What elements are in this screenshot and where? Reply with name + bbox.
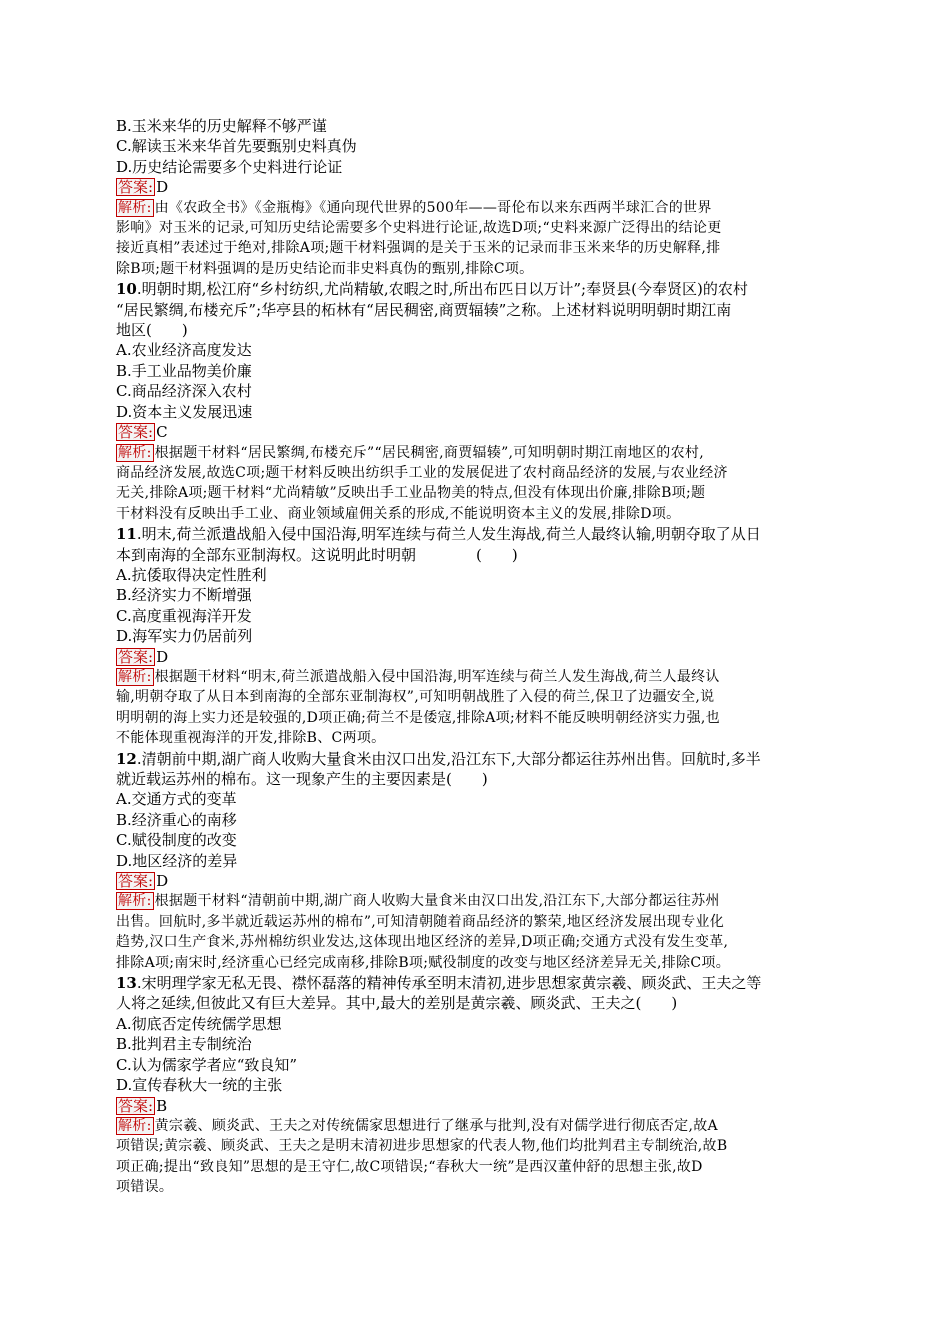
explanation-line — [116, 483, 836, 503]
explanation-line — [116, 667, 836, 687]
explanation-text: 干材料没有反映出手工业、商业领域雇佣关系的形成,不能说明资本主义的发展,排除D项。 — [116, 505, 681, 522]
answer-value: D — [156, 178, 169, 197]
explanation-line — [116, 218, 836, 238]
explanation-line — [116, 1116, 836, 1136]
explanation-text: 根据题干材料“居民繁绸,布楼充斥”“居民稠密,商贾辐辏”,可知明朝时期江南地区的农村, — [154, 444, 704, 461]
explanation-text: 商品经济发展,故选C项;题干材料反映出纺织手工业的发展促进了农村商品经济的发展,与农业经济 — [116, 464, 728, 481]
explanation-line — [116, 953, 836, 973]
answer-option: A.抗倭取得决定性胜利 — [116, 565, 267, 584]
explanation-label: 解析: — [118, 893, 152, 910]
question-number: 13 — [116, 974, 137, 993]
question-line — [116, 300, 836, 320]
question-line — [116, 524, 836, 544]
answer-option: A.交通方式的变革 — [116, 790, 237, 809]
explanation-line — [116, 891, 836, 911]
question-line — [116, 973, 836, 993]
explanation-line — [116, 932, 836, 952]
document-page — [116, 116, 836, 1198]
answer-option: C.商品经济深入农村 — [116, 382, 252, 401]
question-text: 就近载运苏州的棉布。这一现象产生的主要因素是( ) — [116, 770, 488, 788]
question-text: .清朝前中期,湖广商人收购大量食米由汉口出发,沿江东下,大部分都运往苏州出售。回航时,多半 — [136, 749, 761, 768]
explanation-text: 排除A项;南宋时,经济重心已经完成南移,排除B项;赋役制度的改变与地区经济差异无关,排除C项。 — [116, 954, 730, 971]
question-text: .明朝时期,松江府“乡村纺织,尤尚精敏,农暇之时,所出布匹日以万计”;奉贤县(今奉贤区)的农村 — [136, 280, 748, 299]
answer-option: C.赋役制度的改变 — [116, 831, 237, 850]
answer-option: D.历史结论需要多个史料进行论证 — [116, 157, 343, 176]
explanation-line — [116, 463, 836, 483]
answer-value: B — [156, 1096, 168, 1115]
explanation-text: 影响》对玉米的记录,可知历史结论需要多个史料进行论证,故选D项;“史料来源广泛得出的结论更 — [116, 220, 722, 237]
answer-option: B.批判君主专制统治 — [116, 1035, 252, 1054]
answer-row — [116, 177, 836, 197]
answer-option: B.玉米来华的历史解释不够严谨 — [116, 117, 327, 135]
explanation-line — [116, 238, 836, 258]
answer-label: 答案: — [118, 647, 154, 666]
explanation-text: 项错误;黄宗羲、顾炎武、王夫之是明末清初进步思想家的代表人物,他们均批判君主专制统治,故B — [116, 1138, 728, 1155]
answer-option: C.解读玉米来华首先要甄别史料真伪 — [116, 137, 357, 156]
explanation-line — [116, 259, 836, 279]
answer-option: C.认为儒家学者应“致良知” — [116, 1055, 298, 1074]
question-number: 12 — [116, 749, 137, 768]
question-number: 10 — [116, 280, 137, 299]
answer-option: D.地区经济的差异 — [116, 851, 238, 870]
question-text: 本到南海的全部东亚制海权。这说明此时明朝 ( ) — [116, 545, 518, 564]
answer-row — [116, 1096, 836, 1116]
answer-label: 答案: — [118, 423, 154, 442]
answer-option: D.资本主义发展迅速 — [116, 402, 253, 421]
answer-option: B.经济重心的南移 — [116, 810, 237, 829]
question-line — [116, 279, 836, 299]
explanation-text: 除B项;题干材料强调的是历史结论而非史料真伪的甄别,排除C项。 — [116, 260, 534, 277]
explanation-text: 明明朝的海上实力还是较强的,D项正确;荷兰不是倭寇,排除A项;材料不能反映明朝经济实力强,也 — [116, 709, 720, 726]
explanation-text: 输,明朝夺取了从日本到南海的全部东亚制海权”,可知明朝战胜了入侵的荷兰,保卫了边疆安全,说 — [116, 689, 715, 706]
answer-label: 答案: — [118, 1096, 154, 1115]
explanation-text: 趋势,汉口生产食米,苏州棉纺织业发达,这体现出地区经济的差异,D项正确;交通方式没有发生变革, — [116, 934, 729, 951]
explanation-text: 黄宗羲、顾炎武、王夫之对传统儒家思想进行了继承与批判,没有对儒学进行彻底否定,故A — [154, 1117, 718, 1134]
question-text: 人将之延续,但彼此又有巨大差异。其中,最大的差别是黄宗羲、顾炎武、王夫之( ) — [116, 994, 678, 1013]
explanation-text: 由《农政全书》《金瓶梅》《通向现代世界的500年——哥伦布以来东西两半球汇合的世界 — [154, 199, 712, 216]
question-line — [116, 749, 836, 769]
answer-option: D.宣传春秋大一统的主张 — [116, 1076, 283, 1095]
explanation-label: 解析: — [118, 199, 152, 216]
explanation-text: 不能体现重视海洋的开发,排除B、C两项。 — [116, 730, 386, 747]
explanation-label: 解析: — [118, 444, 152, 461]
explanation-text: 无关,排除A项;题干材料“尤尚精敏”反映出手工业品物美的特点,但没有体现出价廉,排除B项;题 — [116, 485, 706, 502]
question-text: .明末,荷兰派遣战船入侵中国沿海,明军连续与荷兰人发生海战,荷兰人最终认输,明朝夺取了从日 — [136, 525, 761, 544]
question-line — [116, 769, 836, 789]
explanation-line — [116, 708, 836, 728]
explanation-line — [116, 1136, 836, 1156]
explanation-text: 项正确;提出“致良知”思想的是王守仁,故C项错误;“春秋大一统”是西汉董仲舒的思想主张,故D — [116, 1158, 703, 1175]
explanation-text: 接近真相”表述过于绝对,排除A项;题干材料强调的是关于玉米的记录而非玉米来华的历史解释,排 — [116, 240, 721, 257]
question-text: .宋明理学家无私无畏、襟怀磊落的精神传承至明末清初,进步思想家黄宗羲、顾炎武、王夫之等 — [136, 974, 762, 993]
explanation-text: 出售。回航时,多半就近载运苏州的棉布”,可知清朝随着商品经济的繁荣,地区经济发展出现专业化 — [116, 913, 725, 930]
question-number: 11 — [116, 525, 137, 544]
question-line — [116, 320, 836, 340]
explanation-text: 根据题干材料“清朝前中期,湖广商人收购大量食米由汉口出发,沿江东下,大部分都运往苏州 — [154, 893, 720, 910]
answer-option: A.彻底否定传统儒学思想 — [116, 1014, 282, 1033]
explanation-label: 解析: — [118, 668, 152, 685]
explanation-label: 解析: — [118, 1117, 152, 1134]
answer-row — [116, 871, 836, 891]
explanation-text: 根据题干材料“明末,荷兰派遣战船入侵中国沿海,明军连续与荷兰人发生海战,荷兰人最终认 — [154, 668, 720, 685]
explanation-line — [116, 1157, 836, 1177]
question-text: 地区( ) — [116, 321, 188, 340]
answer-row — [116, 422, 836, 442]
explanation-line — [116, 198, 836, 218]
answer-option: B.经济实力不断增强 — [116, 586, 252, 605]
explanation-line — [116, 504, 836, 524]
question-line — [116, 545, 836, 565]
answer-label: 答案: — [118, 872, 154, 891]
answer-option: C.高度重视海洋开发 — [116, 606, 252, 625]
answer-option: D.海军实力仍居前列 — [116, 627, 253, 646]
answer-value: D — [156, 872, 169, 891]
explanation-line — [116, 687, 836, 707]
question-line — [116, 993, 836, 1013]
answer-label: 答案: — [118, 178, 154, 197]
explanation-text: 项错误。 — [116, 1179, 174, 1196]
explanation-line — [116, 912, 836, 932]
answer-option: A.农业经济高度发达 — [116, 341, 252, 360]
explanation-line — [116, 728, 836, 748]
answer-row — [116, 647, 836, 667]
question-text: “居民繁绸,布楼充斥”;华亭县的柘林有“居民稠密,商贾辐辏”之称。上述材料说明明朝时期江南 — [116, 300, 732, 319]
answer-option: B.手工业品物美价廉 — [116, 361, 252, 380]
explanation-line — [116, 1177, 836, 1197]
answer-value: C — [156, 423, 168, 442]
explanation-line — [116, 443, 836, 463]
answer-value: D — [156, 647, 169, 666]
